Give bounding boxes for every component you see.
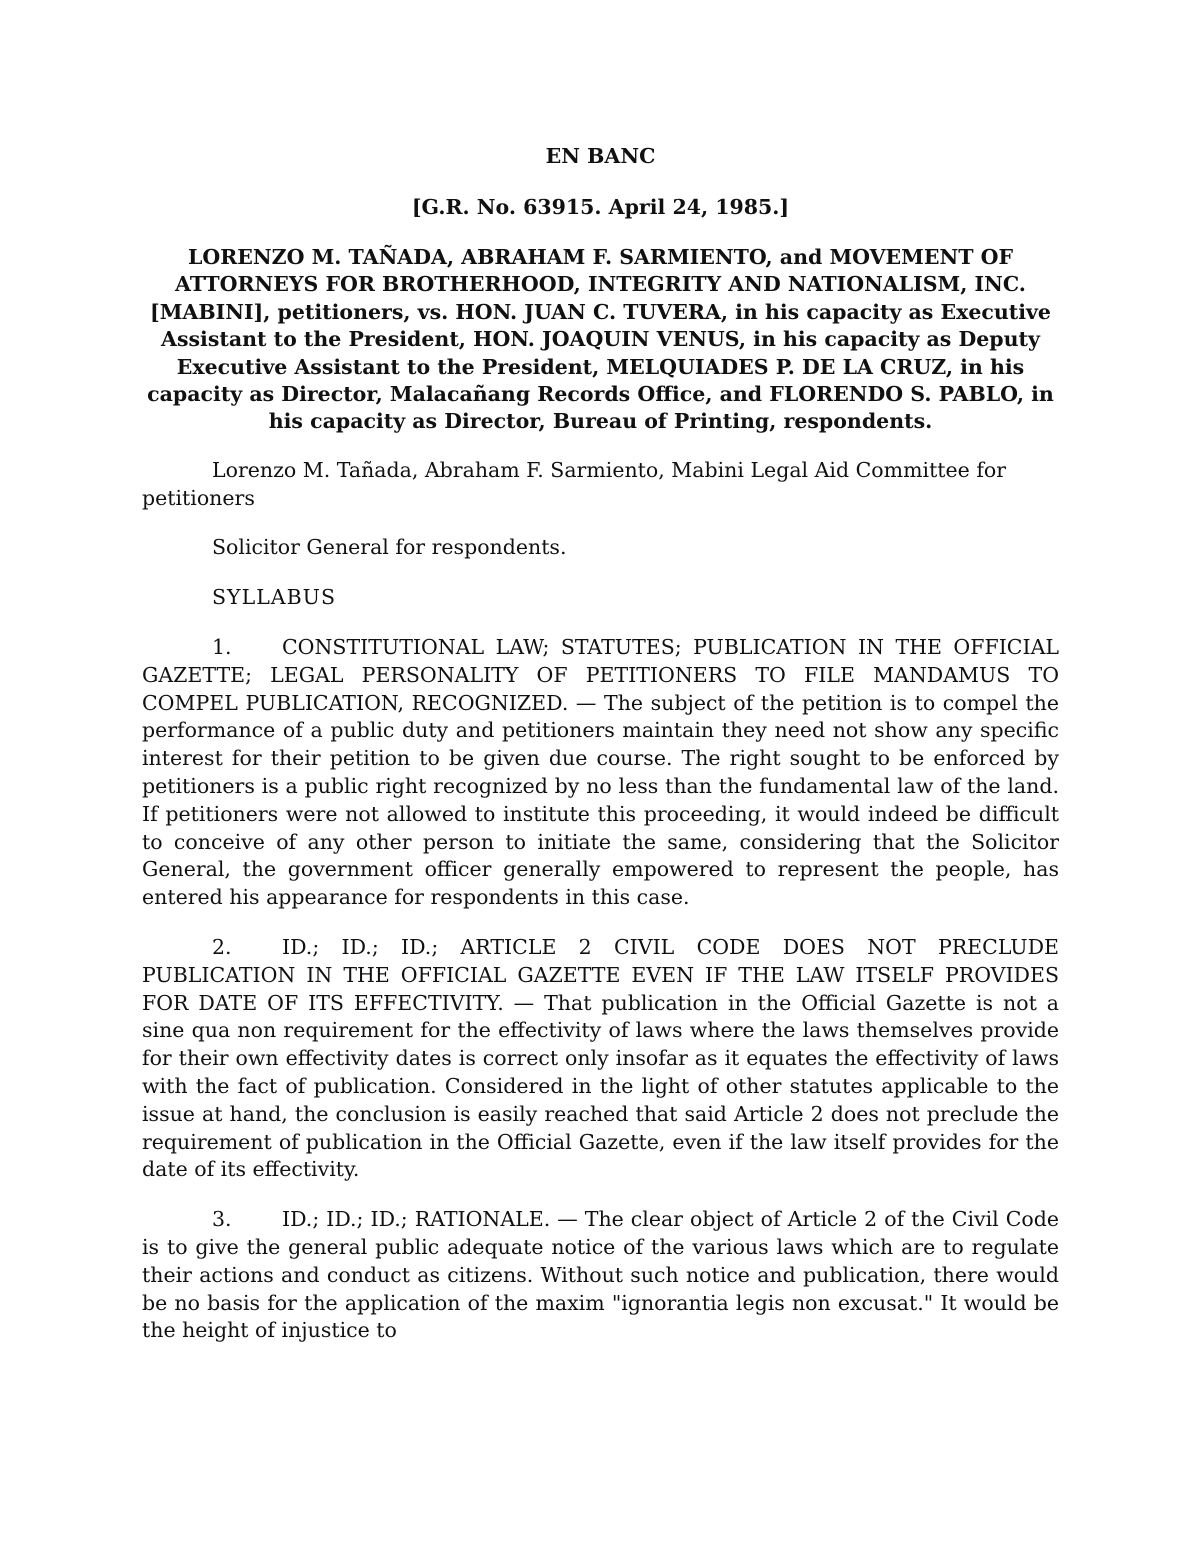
syllabus-item-text: CONSTITUTIONAL LAW; STATUTES; PUBLICATION IN THE OFFICIAL GAZETTE; LEGAL PERSONALITY OF PETITIONERS TO FILE MANDAMUS TO COMPEL PUBLICATION, RECOGNIZED. — The subject of the petition is to compel the performance of a public duty and petitioners maintain they need not show any specific interest for their petition to be given due course. The right sought to be enforced by petitioners is a public right recognized by no less than the fundamental law of the land. If petitioners were not allowed to institute this proceeding, it would indeed be difficult to conceive of any other person to initiate the same, considering that the Solicitor General, the government officer generally empowered to represent the people, has entered his appearance for respondents in this case. [142, 635, 1059, 910]
syllabus-item-number: 2. [212, 935, 232, 959]
court-division-heading: EN BANC [545, 144, 656, 168]
petitioners-counsel: Lorenzo M. Tañada, Abraham F. Sarmiento, Mabini Legal Aid Committee for petitioners [142, 457, 1007, 510]
document-page [142, 142, 1059, 1345]
syllabus-item-number: 1. [212, 635, 232, 660]
case-number: [G.R. No. 63915. April 24, 1985.] [411, 195, 790, 219]
syllabus-item-3 [142, 1206, 1059, 1345]
respondents-counsel: Solicitor General for respondents. [212, 535, 567, 560]
syllabus-item-number: 3. [212, 1207, 232, 1232]
syllabus-heading: SYLLABUS [212, 585, 336, 610]
syllabus-item-2 [142, 934, 1059, 1184]
syllabus-item-1 [142, 634, 1059, 912]
syllabus-item-text: ID.; ID.; ID.; ARTICLE 2 CIVIL CODE DOES NOT PRECLUDE PUBLICATION IN THE OFFICIAL GAZETTE EVEN IF THE LAW ITSELF PROVIDES FOR DATE OF ITS EFFECTIVITY. — That publication in the Official Gazette is not a sine qua non requirement for the effectivity of laws where the laws themselves provide for their own effectivity dates is correct only insofar as it equates the effectivity of laws with the fact of publication. Considered in the light of other statutes applicable to the issue at hand, the conclusion is easily reached that said Article 2 does not preclude the requirement of publication in the Official Gazette, even if the law itself provides for the date of its effectivity. [142, 935, 1059, 1182]
case-parties: LORENZO M. TAÑADA, ABRAHAM F. SARMIENTO, and MOVEMENT OF ATTORNEYS FOR BROTHERHOOD, INTEGRITY AND NATIONALISM, INC. [MABINI], petitioners, vs. HON. JUAN C. TUVERA, in his capacity as Executive Assistant to the President, HON. JOAQUIN VENUS, in his capacity as Deputy Executive Assistant to the President, MELQUIADES P. DE LA CRUZ, in his capacity as Director, Malacañang Records Office, and FLORENDO S. PABLO, in his capacity as Director, Bureau of Printing, respondents. [147, 245, 1054, 434]
syllabus-item-text: ID.; ID.; ID.; RATIONALE. — The clear object of Article 2 of the Civil Code is to give the general public adequate notice of the various laws which are to regulate their actions and conduct as citizens. Without such notice and publication, there would be no basis for the application of the maxim "ignorantia legis non excusat." It would be the height of injustice to [142, 1207, 1059, 1343]
